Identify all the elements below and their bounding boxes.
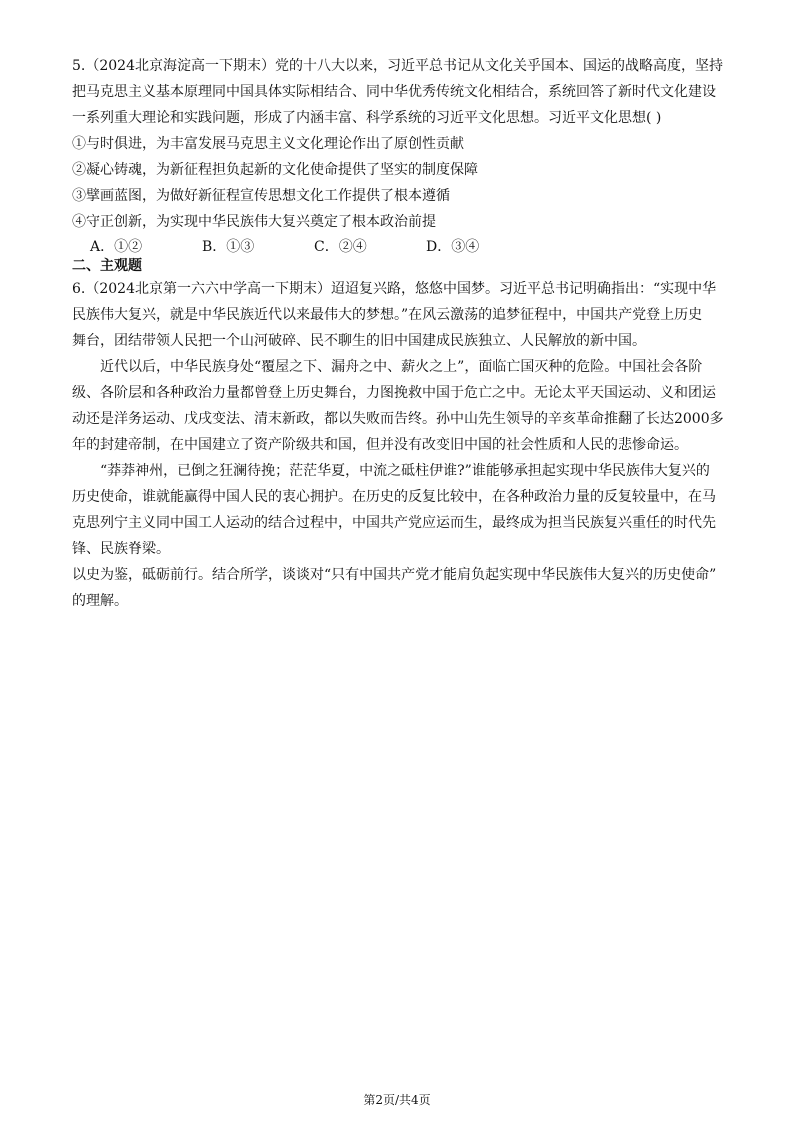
paragraph-2-line: 克思列宁主义同中国工人运动的结合过程中，中国共产党应运而生，最终成为担当民族复兴重任的时代先: [72, 515, 716, 531]
paragraph-1-line: 级、各阶层和各种政治力量都曾登上历史舞台，力图挽救中国于危亡之中。无论太平天国运动、义和团运: [72, 385, 716, 401]
question-5-stem-line: 把马克思主义基本原理同中国具体实际相结合、同中华优秀传统文化相结合，系统回答了新时代文化建设: [72, 84, 716, 100]
paragraph-2-line: 锋、民族脊梁。: [72, 541, 170, 557]
option-b[interactable]: B．①③: [202, 239, 255, 255]
task-line: 的理解。: [72, 593, 128, 609]
option-d[interactable]: D．③④: [426, 239, 480, 255]
paragraph-1-line: 近代以后，中华民族身处“覆屋之下、漏舟之中、薪火之上”，面临亡国灭种的危险。中国社会各阶: [100, 359, 703, 375]
question-5-stem-line: 一系列重大理论和实践问题，形成了内涵丰富、科学系统的习近平文化思想。习近平文化思想( ): [72, 110, 662, 126]
task-line: 以史为鉴，砥砺前行。结合所学，谈谈对“只有中国共产党才能肩负起实现中华民族伟大复兴的历史使命”: [72, 567, 717, 583]
statement-2: ②凝心铸魂，为新征程担负起新的文化使命提供了坚实的制度保障: [72, 162, 478, 178]
section-heading: 二、主观题: [72, 258, 142, 274]
question-6: [72, 279, 724, 611]
paragraph-2-line: “莽莽神州，已倒之狂澜待挽；茫茫华夏，中流之砥柱伊谁?”谁能够承担起实现中华民族伟大复兴的: [100, 463, 710, 479]
answer-options: [72, 238, 724, 256]
paragraph-1-line: 动还是洋务运动、戊戌变法、清末新政，都以失败而告终。孙中山先生领导的辛亥革命推翻了长达2000多: [72, 411, 724, 427]
exam-page: [72, 56, 724, 617]
statement-1: ①与时俱进，为丰富发展马克思主义文化理论作出了原创性贡献: [72, 136, 464, 152]
question-5: [72, 56, 724, 256]
option-a[interactable]: A．①②: [90, 239, 143, 255]
paragraph-1-line: 年的封建帝制，在中国建立了资产阶级共和国，但并没有改变旧中国的社会性质和人民的悲惨命运。: [72, 437, 688, 453]
option-c[interactable]: C．②④: [314, 239, 367, 255]
statement-4: ④守正创新，为实现中华民族伟大复兴奠定了根本政治前提: [72, 214, 436, 230]
question-6-intro-line: 舞台，团结带领人民把一个山河破碎、民不聊生的旧中国建成民族独立、人民解放的新中国。: [72, 333, 646, 349]
question-5-stem-line: 5.（2024北京海淀高一下期末）党的十八大以来，习近平总书记从文化关乎国本、国运的战略高度，坚持: [72, 58, 723, 74]
page-number: 第2页/共4页: [363, 1093, 431, 1107]
statement-3: ③擘画蓝图，为做好新征程宣传思想文化工作提供了根本遵循: [72, 188, 450, 204]
question-6-intro-line: 民族伟大复兴，就是中华民族近代以来最伟大的梦想。”在风云激荡的追梦征程中，中国共产党登上历史: [72, 307, 703, 323]
paragraph-2-line: 历史使命，谁就能赢得中国人民的衷心拥护。在历史的反复比较中，在各种政治力量的反复较量中，在马: [72, 489, 716, 505]
question-6-intro-line: 6.（2024北京第一六六中学高一下期末）迢迢复兴路，悠悠中国梦。习近平总书记明确指出：“实现中华: [72, 281, 717, 297]
